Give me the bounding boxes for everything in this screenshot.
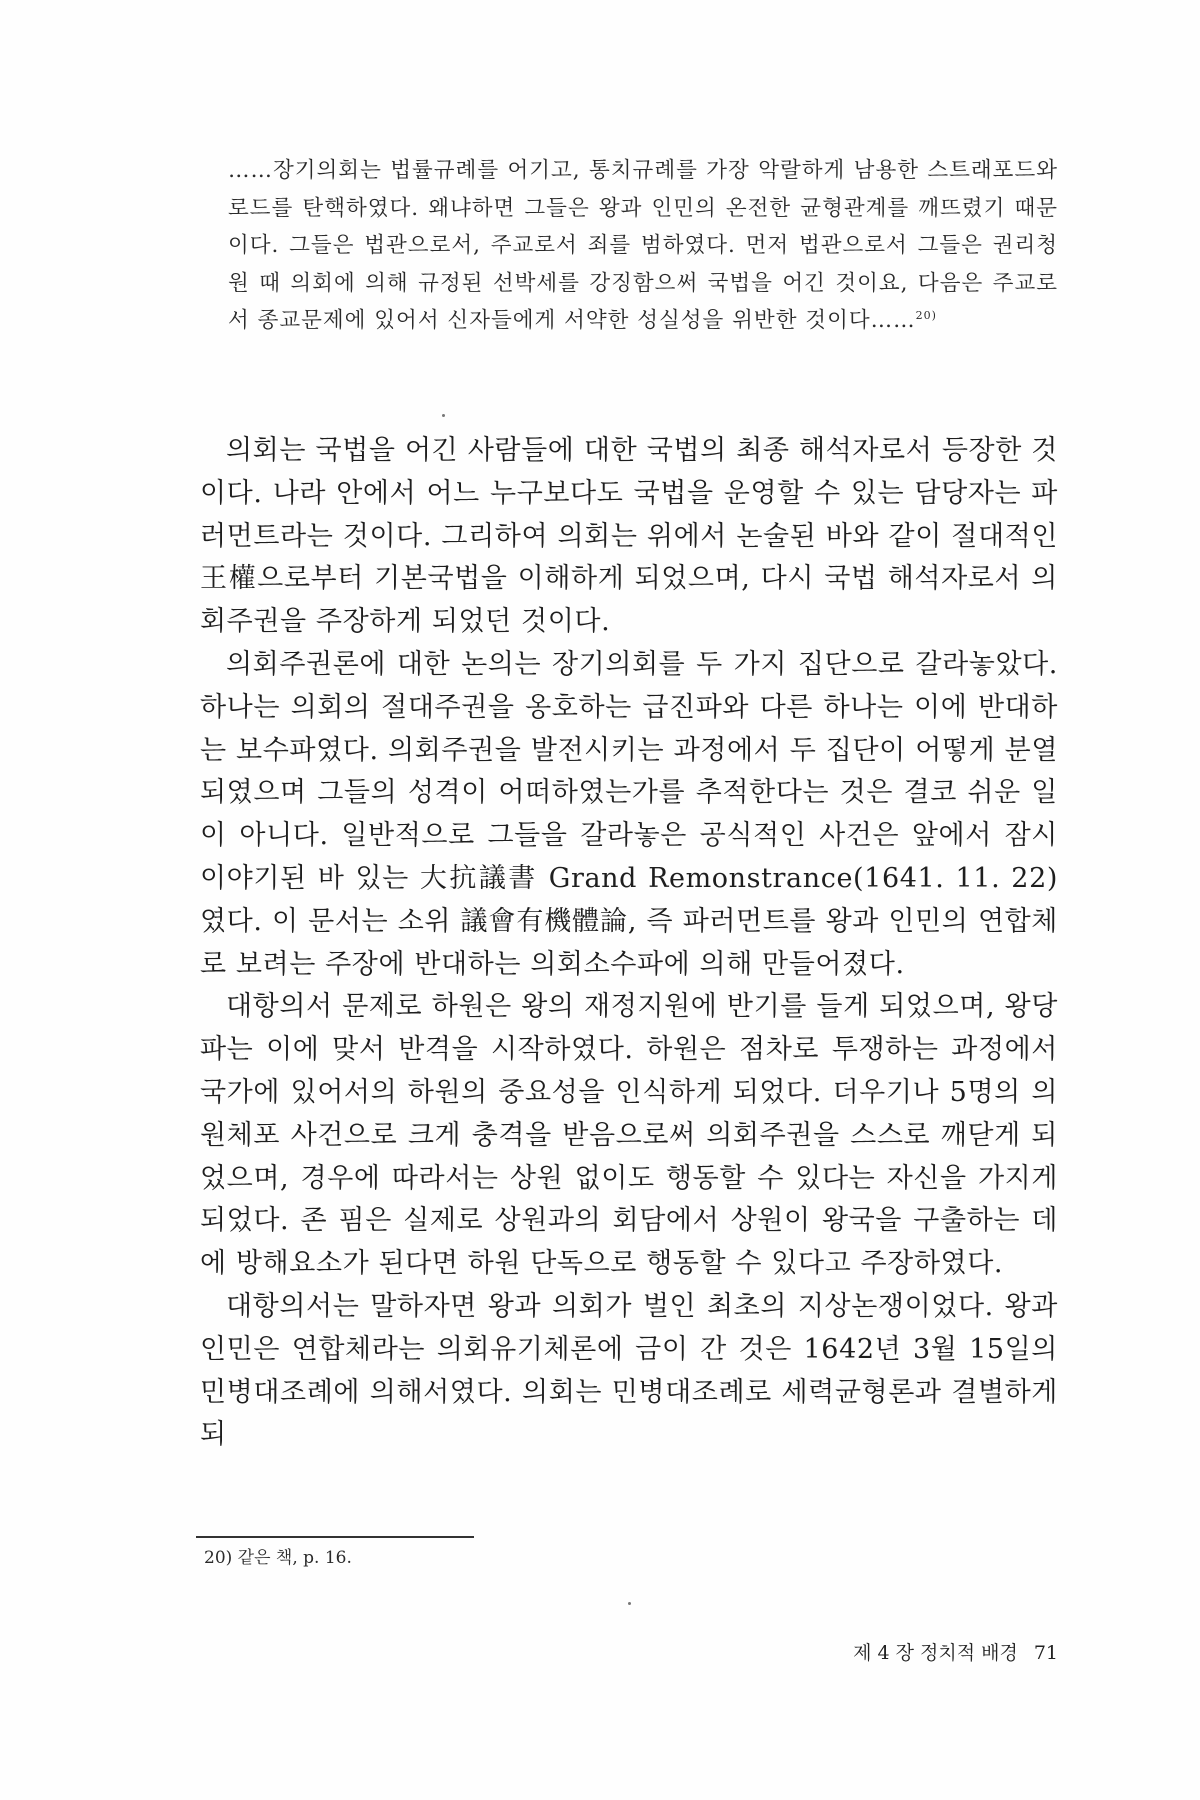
footnote: 20) 같은 책, p. 16. <box>204 1548 352 1568</box>
chapter-title: 제 4 장 정치적 배경 <box>853 1642 1018 1664</box>
scan-speck <box>628 1602 631 1605</box>
paragraph: 대항의서 문제로 하원은 왕의 재정지원에 반기를 들게 되었으며, 왕당파는 이에 맞서 반격을 시작하였다. 하원은 점차로 투쟁하는 과정에서 국가에 있어서의 하원의 중요성을 인식하게 되었다. 더우기나 5명의 의원체포 사건으로 크게 충격을 받음으로써 의회주권을 스스로 깨닫게 되었으며, 경우에 따라서는 상원 없이도 행동할 수 있다는 자신을 가지게 되었다. 존 핌은 실제로 상원과의 회담에서 상원이 왕국을 구출하는 데에 방해요소가 된다면 하원 단독으로 행동할 수 있다고 주장하였다. <box>200 991 1058 1280</box>
paragraph: 의회주권론에 대한 논의는 장기의회를 두 가지 집단으로 갈라놓았다. 하나는 의회의 절대주권을 옹호하는 급진파와 다른 하나는 이에 반대하는 보수파였다. 의회주권을 발전시키는 과정에서 두 집단이 어떻게 분열되였으며 그들의 성격이 어떠하였는가를 추적한다는 것은 결코 쉬운 일이 아니다. 일반적으로 그들을 갈라놓은 공식적인 사건은 앞에서 잠시 이야기된 바 있는 大抗議書 Grand Remonstrance(1641. 11. 22)였다. 이 문서는 소위 議會有機體論, 즉 파러먼트를 왕과 인민의 연합체로 보려는 주장에 반대하는 의회소수파에 의해 만들어졌다. <box>200 648 1058 980</box>
paragraph: 대항의서는 말하자면 왕과 의회가 벌인 최초의 지상논쟁이었다. 왕과 인민은 연합체라는 의회유기체론에 금이 간 것은 1642년 3월 15일의 민병대조례에 의해서였다. 의회는 민병대조례로 세력균형론과 결별하게 되 <box>200 1290 1058 1451</box>
paragraph: 의회는 국법을 어긴 사람들에 대한 국법의 최종 해석자로서 등장한 것이다. 나라 안에서 어느 누구보다도 국법을 운영할 수 있는 담당자는 파러먼트라는 것이다. 그리하여 의회는 위에서 논술된 바와 같이 절대적인 王權으로부터 기본국법을 이해하게 되었으며, 다시 국법 해석자로서 의회주권을 주장하게 되었던 것이다. <box>200 435 1058 638</box>
quotation-text: ……장기의회는 법률규례를 어기고, 통치규례를 가장 악랄하게 남용한 스트래포드와 로드를 탄핵하였다. 왜냐하면 그들은 왕과 인민의 온전한 균형관계를 깨뜨렸기 때문이다. 그들은 법관으로서, 주교로서 죄를 범하였다. 먼저 법관으로서 그들은 권리청원 때 의회에 의해 규정된 선박세를 강징함으써 국법을 어긴 것이요, 다음은 주교로서 종교문제에 있어서 신자들에게 서약한 성실성을 위반한 것이다…… <box>228 158 1058 333</box>
running-footer <box>780 1640 1058 1666</box>
page-number: 71 <box>1033 1642 1058 1664</box>
footnote-divider <box>196 1536 474 1538</box>
main-text <box>200 430 1058 1457</box>
block-quotation <box>228 152 1058 340</box>
footnote-reference: 20) <box>915 308 937 322</box>
scan-speck <box>442 414 445 417</box>
